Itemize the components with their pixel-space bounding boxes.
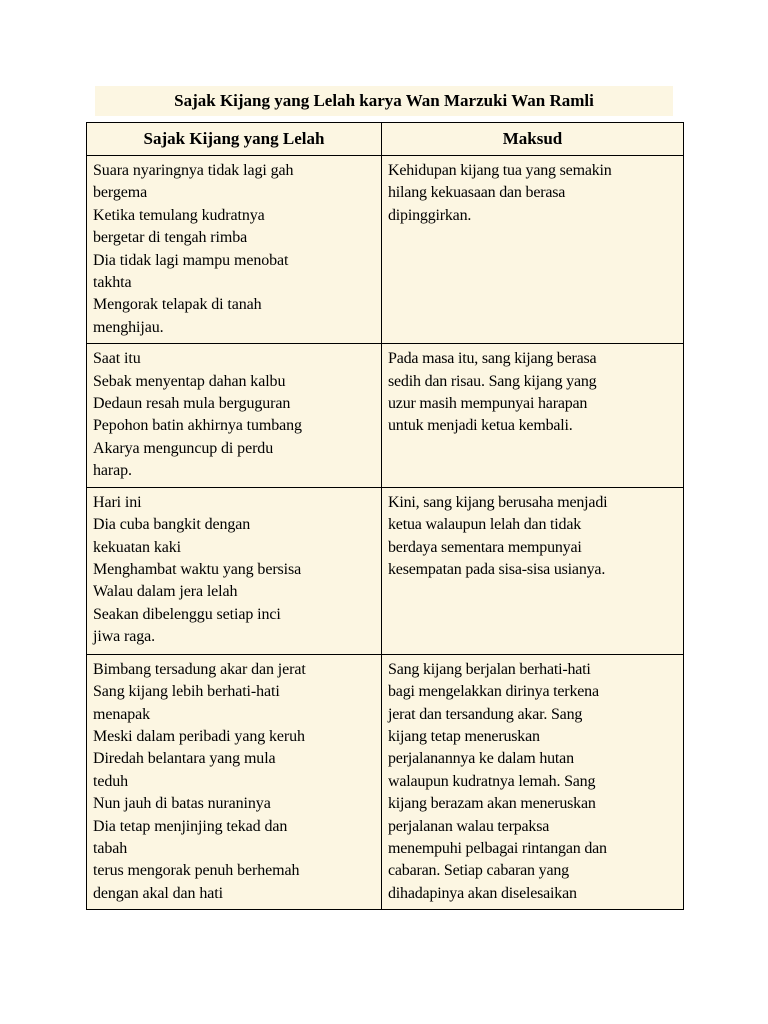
header-maksud: Maksud — [382, 123, 684, 156]
sajak-cell — [87, 487, 382, 654]
maksud-line: kesempatan pada sisa-sisa usianya. — [388, 560, 606, 578]
sajak-line: Hari ini — [93, 493, 142, 511]
document-title: Sajak Kijang yang Lelah karya Wan Marzuki Wan Ramli — [95, 86, 673, 116]
sajak-line: Menghambat waktu yang bersisa — [93, 560, 302, 578]
sajak-line: bergetar di tengah rimba — [93, 229, 248, 247]
maksud-line: Kini, sang kijang berusaha menjadi — [388, 493, 608, 511]
sajak-cell — [87, 654, 382, 909]
sajak-line: Suara nyaringnya tidak lagi gah — [93, 162, 294, 179]
maksud-line: menempuhi pelbagai rintangan dan — [388, 839, 607, 857]
maksud-cell — [382, 654, 684, 909]
header-sajak: Sajak Kijang yang Lelah — [87, 123, 382, 156]
maksud-line: untuk menjadi ketua kembali. — [388, 417, 573, 435]
maksud-line: kijang berazam akan meneruskan — [388, 795, 596, 813]
sajak-line: Walau dalam jera lelah — [93, 583, 238, 601]
sajak-line: harap. — [93, 462, 132, 480]
maksud-line: hilang kekuasaan dan berasa — [388, 184, 566, 202]
sajak-line: Ketika temulang kudratnya — [93, 206, 265, 224]
table-row — [87, 654, 684, 909]
sajak-line: Dia tetap menjinjing tekad dan — [93, 817, 288, 835]
maksud-line: dihadapinya akan diselesaikan — [388, 884, 577, 902]
sajak-line: Dia cuba bangkit dengan — [93, 516, 251, 534]
sajak-line: Dia tidak lagi mampu menobat — [93, 251, 289, 269]
maksud-line: Pada masa itu, sang kijang berasa — [388, 350, 597, 368]
sajak-cell — [87, 156, 382, 344]
maksud-line: jerat dan tersandung akar. Sang — [388, 705, 583, 723]
table-row — [87, 487, 684, 654]
maksud-line: dipinggirkan. — [388, 206, 472, 224]
maksud-cell — [382, 344, 684, 487]
sajak-line: tabah — [93, 839, 128, 857]
sajak-line: Dedaun resah mula berguguran — [93, 395, 291, 413]
sajak-line: teduh — [93, 772, 129, 790]
maksud-line: Sang kijang berjalan berhati-hati — [388, 660, 591, 678]
sajak-line: menghijau. — [93, 318, 164, 336]
maksud-line: Kehidupan kijang tua yang semakin — [388, 162, 612, 179]
sajak-line: Nun jauh di batas nuraninya — [93, 795, 271, 813]
sajak-line: jiwa raga. — [93, 628, 156, 646]
maksud-line: uzur masih mempunyai harapan — [388, 395, 588, 413]
sajak-line: Meski dalam peribadi yang keruh — [93, 727, 305, 745]
table-row — [87, 156, 684, 344]
table-header-row — [87, 123, 684, 156]
sajak-line: takhta — [93, 274, 132, 292]
sajak-line: Seakan dibelenggu setiap inci — [93, 605, 281, 623]
maksud-line: perjalanannya ke dalam hutan — [388, 750, 574, 768]
maksud-line: berdaya sementara mempunyai — [388, 538, 582, 556]
maksud-line: kijang tetap meneruskan — [388, 727, 540, 745]
sajak-line: Sang kijang lebih berhati-hati — [93, 683, 280, 701]
sajak-line: Saat itu — [93, 350, 141, 368]
sajak-line: dengan akal dan hati — [93, 884, 223, 902]
sajak-line: kekuatan kaki — [93, 538, 181, 556]
sajak-line: bergema — [93, 184, 148, 202]
maksud-line: ketua walaupun lelah dan tidak — [388, 516, 582, 534]
sajak-line: Mengorak telapak di tanah — [93, 296, 262, 314]
poem-table — [86, 122, 684, 910]
sajak-line: Sebak menyentap dahan kalbu — [93, 372, 286, 390]
table-row — [87, 344, 684, 487]
sajak-cell — [87, 344, 382, 487]
sajak-line: Diredah belantara yang mula — [93, 750, 276, 768]
maksud-line: perjalanan walau terpaksa — [388, 817, 550, 835]
maksud-cell — [382, 156, 684, 344]
maksud-line: walaupun kudratnya lemah. Sang — [388, 772, 596, 790]
maksud-line: bagi mengelakkan dirinya terkena — [388, 683, 599, 701]
maksud-line: cabaran. Setiap cabaran yang — [388, 862, 569, 880]
sajak-line: menapak — [93, 705, 151, 723]
sajak-line: Pepohon batin akhirnya tumbang — [93, 417, 302, 435]
sajak-line: Akarya menguncup di perdu — [93, 439, 274, 457]
maksud-line: sedih dan risau. Sang kijang yang — [388, 372, 597, 390]
sajak-line: Bimbang tersadung akar dan jerat — [93, 660, 306, 678]
sajak-line: terus mengorak penuh berhemah — [93, 862, 300, 880]
maksud-cell — [382, 487, 684, 654]
